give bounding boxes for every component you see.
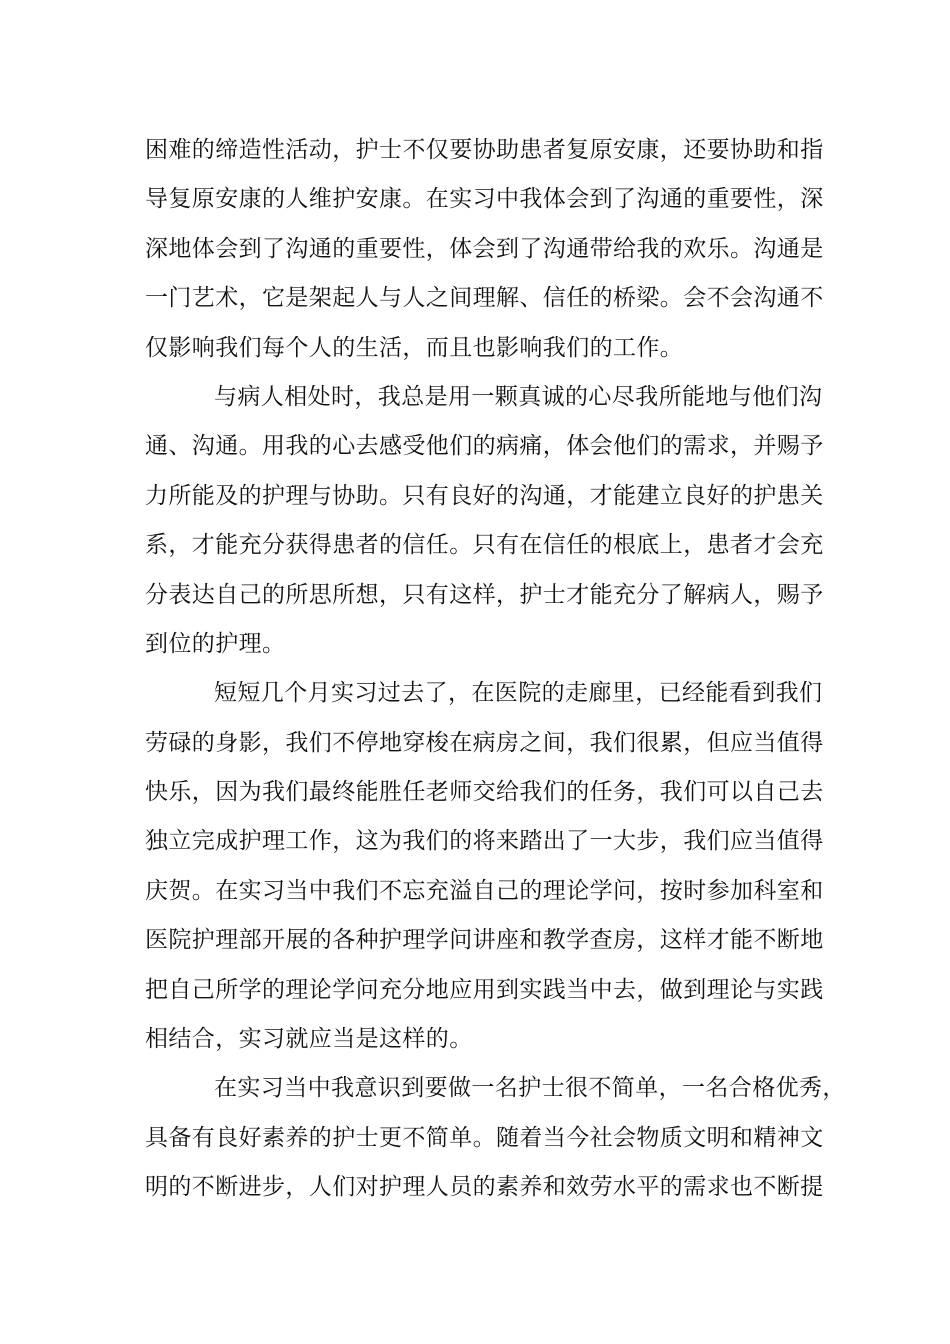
text-line: 分表达自己的所思所想，只有这样，护士才能充分了解病人，赐予 [145, 581, 824, 608]
paragraph-first-line: 在实习当中我意识到要做一名护士很不简单，一名合格优秀， [214, 1075, 846, 1102]
text-line: 深地体会到了沟通的重要性，体会到了沟通带给我的欢乐。沟通是 [145, 235, 824, 262]
text-line: 力所能及的护理与协助。只有良好的沟通，才能建立良好的护患关 [145, 482, 824, 509]
text-line: 通、沟通。用我的心去感受他们的病痛，体会他们的需求，并赐予 [145, 433, 824, 460]
paragraph-first-line: 短短几个月实习过去了，在医院的走廊里，已经能看到我们 [214, 680, 823, 707]
text-line: 具备有良好素养的护士更不简单。随着当今社会物质文明和精神文 [145, 1124, 824, 1151]
text-line: 到位的护理。 [145, 630, 286, 657]
text-line: 劳碌的身影，我们不停地穿梭在病房之间，我们很累，但应当值得 [145, 729, 824, 756]
text-line: 系，才能充分获得患者的信任。只有在信任的根底上，患者才会充 [145, 532, 824, 559]
text-line: 仅影响我们每个人的生活，而且也影响我们的工作。 [145, 334, 684, 361]
text-line: 庆贺。在实习当中我们不忘充溢自己的理论学问，按时参加科室和 [145, 877, 824, 904]
paragraph-first-line: 与病人相处时，我总是用一颗真诚的心尽我所能地与他们沟 [214, 383, 823, 410]
text-line: 困难的缔造性活动，护士不仅要协助患者复原安康，还要协助和指 [145, 137, 824, 163]
text-line: 相结合，实习就应当是这样的。 [145, 1026, 473, 1053]
text-line: 明的不断进步，人们对护理人员的素养和效劳水平的需求也不断提 [145, 1174, 824, 1201]
text-line: 独立完成护理工作，这为我们的将来踏出了一大步，我们应当值得 [145, 828, 824, 855]
text-line: 医院护理部开展的各种护理学问讲座和教学查房，这样才能不断地 [145, 927, 824, 954]
text-line: 把自己所学的理论学问充分地应用到实践当中去，做到理论与实践 [145, 976, 824, 1003]
document-body [145, 126, 846, 1213]
text-line: 一门艺术，它是架起人与人之间理解、信任的桥梁。会不会沟通不 [145, 285, 824, 312]
text-line: 快乐，因为我们最终能胜任老师交给我们的任务，我们可以自己去 [145, 779, 824, 806]
text-line: 导复原安康的人维护安康。在实习中我体会到了沟通的重要性，深 [145, 186, 824, 213]
